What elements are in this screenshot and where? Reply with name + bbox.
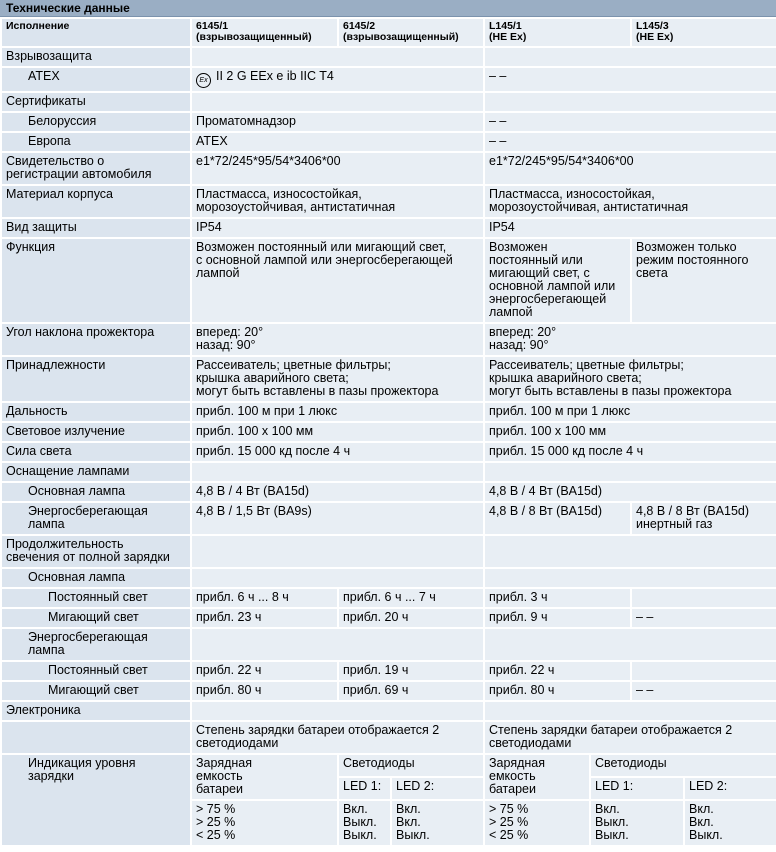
header-label: Исполнение bbox=[1, 18, 191, 47]
range-value-6145: прибл. 100 м при 1 люкс bbox=[191, 402, 484, 422]
main-lamp-label: Основная лампа bbox=[1, 482, 191, 502]
range-label: Дальность bbox=[1, 402, 191, 422]
lamps-row bbox=[1, 462, 776, 482]
duration-label: Продолжительность свечения от полной зарядки bbox=[1, 535, 191, 568]
intensity-row bbox=[1, 442, 776, 462]
cert-belarus-label: Белоруссия bbox=[1, 112, 191, 132]
intensity-value-l145: прибл. 15 000 кд после 4 ч bbox=[484, 442, 776, 462]
function-value-l145-3: Возможен только режим постоянного света bbox=[631, 238, 776, 323]
registration-label: Свидетельство о регистрации автомобиля bbox=[1, 152, 191, 185]
main-lamp-value-l145: 4,8 В / 4 Вт (BA15d) bbox=[484, 482, 776, 502]
protection-row bbox=[1, 218, 776, 238]
ex-icon: Ex bbox=[196, 73, 211, 88]
material-row bbox=[1, 185, 776, 218]
duration-cell: прибл. 23 ч bbox=[191, 608, 338, 628]
charge-text-l145: Степень зарядки батареи отображается 2 светодиодами bbox=[484, 721, 776, 754]
duration-eco-const-row bbox=[1, 661, 776, 681]
eco-lamp-label: Энергосберегающая лампа bbox=[1, 502, 191, 535]
charge-text-row bbox=[1, 721, 776, 754]
protection-label: Вид защиты bbox=[1, 218, 191, 238]
duration-main-flash-row bbox=[1, 608, 776, 628]
function-value-l145-1: Возможен постоянный или мигающий свет, с основной лампой или энергосберегающей лампой bbox=[484, 238, 631, 323]
tilt-label: Угол наклона прожектора bbox=[1, 323, 191, 356]
material-value-6145: Пластмасса, износостойкая, морозоустойчивая, антистатичная bbox=[191, 185, 484, 218]
duration-cell: прибл. 6 ч ... 7 ч bbox=[338, 588, 484, 608]
led1-header: LED 1: bbox=[338, 777, 391, 800]
charge-text-6145: Степень зарядки батареи отображается 2 светодиодами bbox=[191, 721, 484, 754]
explosion-label: Взрывозащита bbox=[1, 47, 191, 67]
leds-header: Светодиоды bbox=[590, 754, 776, 777]
duration-main-label: Основная лампа bbox=[1, 568, 191, 588]
led1-states: Вкл. Выкл. Выкл. bbox=[590, 800, 684, 845]
duration-cell: прибл. 3 ч bbox=[484, 588, 631, 608]
cert-europe-value-l145: – – bbox=[484, 132, 776, 152]
led2-states: Вкл. Вкл. Выкл. bbox=[684, 800, 776, 845]
material-value-l145: Пластмасса, износостойкая, морозоустойчивая, антистатичная bbox=[484, 185, 776, 218]
registration-row bbox=[1, 152, 776, 185]
electronics-row bbox=[1, 701, 776, 721]
electronics-label: Электроника bbox=[1, 701, 191, 721]
led1-states: Вкл. Выкл. Выкл. bbox=[338, 800, 391, 845]
duration-cell: – – bbox=[631, 608, 776, 628]
header-col-6145-1: 6145/1 (взрывозащищенный) bbox=[191, 18, 338, 47]
protection-value-6145: IP54 bbox=[191, 218, 484, 238]
charge-capacity-header: Зарядная емкость батареи bbox=[484, 754, 590, 800]
duration-cell: прибл. 9 ч bbox=[484, 608, 631, 628]
indicator-head-row bbox=[1, 754, 776, 777]
duration-cell bbox=[631, 661, 776, 681]
emission-row bbox=[1, 422, 776, 442]
tilt-row bbox=[1, 323, 776, 356]
leds-header: Светодиоды bbox=[338, 754, 484, 777]
led2-header: LED 2: bbox=[391, 777, 484, 800]
registration-value-6145: e1*72/245*95/54*3406*00 bbox=[191, 152, 484, 185]
emission-label: Световое излучение bbox=[1, 422, 191, 442]
duration-cell: – – bbox=[631, 681, 776, 701]
header-row bbox=[1, 18, 776, 47]
led2-header: LED 2: bbox=[684, 777, 776, 800]
section-title: Технические данные bbox=[0, 0, 776, 17]
lamps-label: Оснащение лампами bbox=[1, 462, 191, 482]
certs-row bbox=[1, 92, 776, 112]
duration-cell: прибл. 6 ч ... 8 ч bbox=[191, 588, 338, 608]
duration-eco-flash-row bbox=[1, 681, 776, 701]
accessories-value-l145: Рассеиватель; цветные фильтры; крышка аварийного света; могут быть вставлены в пазы прожектора bbox=[484, 356, 776, 402]
header-col-l145-3: L145/3 (HE Ex) bbox=[631, 18, 776, 47]
certs-label: Сертификаты bbox=[1, 92, 191, 112]
main-lamp-value-6145: 4,8 В / 4 Вт (BA15d) bbox=[191, 482, 484, 502]
accessories-value-6145: Рассеиватель; цветные фильтры; крышка аварийного света; могут быть вставлены в пазы прожектора bbox=[191, 356, 484, 402]
duration-row bbox=[1, 535, 776, 568]
range-row bbox=[1, 402, 776, 422]
duration-cell bbox=[631, 588, 776, 608]
function-label: Функция bbox=[1, 238, 191, 323]
duration-main-flash-label: Мигающий свет bbox=[1, 608, 191, 628]
duration-eco-row bbox=[1, 628, 776, 661]
led1-header: LED 1: bbox=[590, 777, 684, 800]
charge-levels: > 75 % > 25 % < 25 % bbox=[484, 800, 590, 845]
cert-belarus-value-6145: Проматомнадзор bbox=[191, 112, 484, 132]
emission-value-l145: прибл. 100 x 100 мм bbox=[484, 422, 776, 442]
registration-value-l145: e1*72/245*95/54*3406*00 bbox=[484, 152, 776, 185]
charge-levels: > 75 % > 25 % < 25 % bbox=[191, 800, 338, 845]
charge-capacity-header: Зарядная емкость батареи bbox=[191, 754, 338, 800]
duration-main-row bbox=[1, 568, 776, 588]
header-col-l145-1: L145/1 (HE Ex) bbox=[484, 18, 631, 47]
spec-table bbox=[0, 17, 776, 845]
eco-lamp-value-l145-3: 4,8 В / 8 Вт (BA15d) инертный газ bbox=[631, 502, 776, 535]
eco-lamp-value-6145: 4,8 В / 1,5 Вт (BA9s) bbox=[191, 502, 484, 535]
intensity-value-6145: прибл. 15 000 кд после 4 ч bbox=[191, 442, 484, 462]
atex-value-l145: – – bbox=[484, 67, 776, 92]
function-row bbox=[1, 238, 776, 323]
accessories-label: Принадлежности bbox=[1, 356, 191, 402]
main-lamp-row bbox=[1, 482, 776, 502]
cert-europe-value-6145: ATEX bbox=[191, 132, 484, 152]
cert-europe-row bbox=[1, 132, 776, 152]
eco-lamp-row bbox=[1, 502, 776, 535]
tilt-value-l145: вперед: 20° назад: 90° bbox=[484, 323, 776, 356]
duration-cell: прибл. 19 ч bbox=[338, 661, 484, 681]
range-value-l145: прибл. 100 м при 1 люкс bbox=[484, 402, 776, 422]
cert-belarus-value-l145: – – bbox=[484, 112, 776, 132]
function-value-6145: Возможен постоянный или мигающий свет, с основной лампой или энергосберегающей лампой bbox=[191, 238, 484, 323]
indicator-label: Индикация уровня зарядки bbox=[1, 754, 191, 845]
duration-eco-flash-label: Мигающий свет bbox=[1, 681, 191, 701]
protection-value-l145: IP54 bbox=[484, 218, 776, 238]
intensity-label: Сила света bbox=[1, 442, 191, 462]
atex-value-6145: II 2 G EEx e ib IIC T4 bbox=[216, 69, 334, 83]
duration-cell: прибл. 69 ч bbox=[338, 681, 484, 701]
cert-europe-label: Европа bbox=[1, 132, 191, 152]
atex-row bbox=[1, 67, 776, 92]
duration-main-const-label: Постоянный свет bbox=[1, 588, 191, 608]
emission-value-6145: прибл. 100 x 100 мм bbox=[191, 422, 484, 442]
accessories-row bbox=[1, 356, 776, 402]
led2-states: Вкл. Вкл. Выкл. bbox=[391, 800, 484, 845]
duration-eco-const-label: Постоянный свет bbox=[1, 661, 191, 681]
header-col-6145-2: 6145/2 (взрывозащищенный) bbox=[338, 18, 484, 47]
duration-main-const-row bbox=[1, 588, 776, 608]
duration-cell: прибл. 22 ч bbox=[191, 661, 338, 681]
cert-belarus-row bbox=[1, 112, 776, 132]
duration-eco-label: Энергосберегающая лампа bbox=[1, 628, 191, 661]
duration-cell: прибл. 22 ч bbox=[484, 661, 631, 681]
explosion-row bbox=[1, 47, 776, 67]
duration-cell: прибл. 20 ч bbox=[338, 608, 484, 628]
duration-cell: прибл. 80 ч bbox=[191, 681, 338, 701]
tilt-value-6145: вперед: 20° назад: 90° bbox=[191, 323, 484, 356]
atex-label: ATEX bbox=[1, 67, 191, 92]
material-label: Материал корпуса bbox=[1, 185, 191, 218]
eco-lamp-value-l145-1: 4,8 В / 8 Вт (BA15d) bbox=[484, 502, 631, 535]
duration-cell: прибл. 80 ч bbox=[484, 681, 631, 701]
